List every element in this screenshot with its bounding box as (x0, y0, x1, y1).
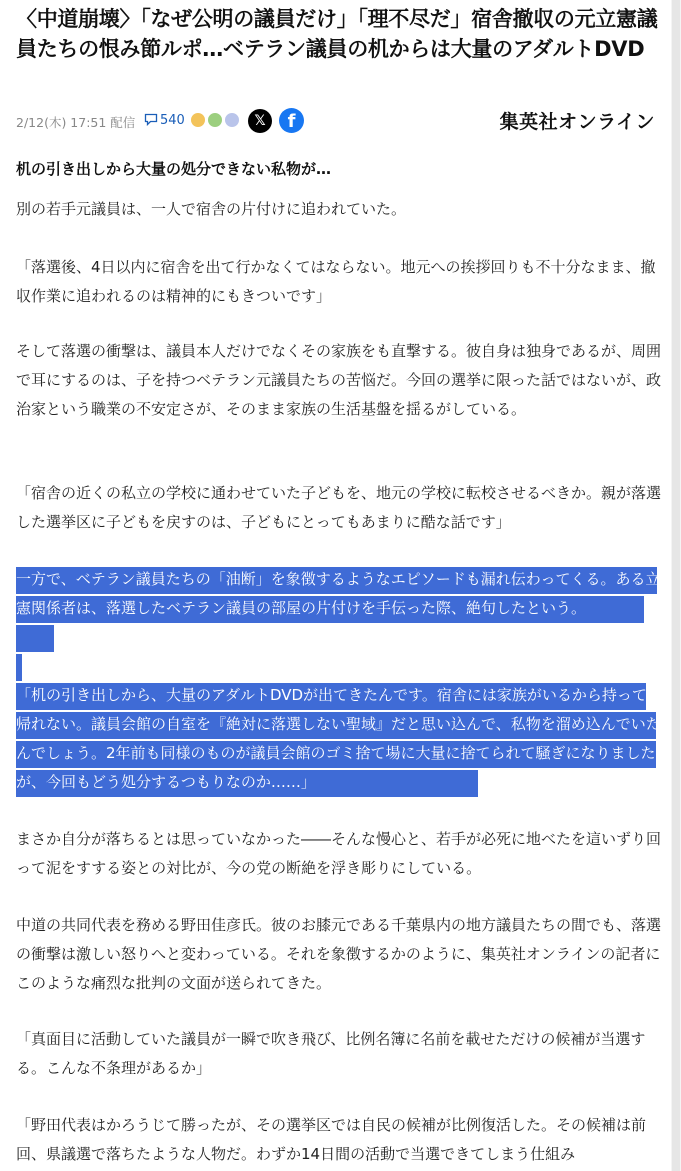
comments-link[interactable] (144, 113, 185, 130)
neutral-face-icon (207, 112, 223, 128)
smile-face-icon (190, 112, 206, 128)
paragraph: 「真面目に活動していた議員が一瞬で吹き飛び、比例名簿に名前を載せただけの候補が当選する。こんな不条理があるか」 (16, 1030, 646, 1077)
reaction-faces[interactable] (190, 112, 236, 132)
paragraph-selected: 「机の引き出しから、大量のアダルトDVDが出てきたんです。宿舎には家族がいるから持って帰れない。議員会館の自室を『絶対に落選しない聖域』だと思い込んで、私物を溜め込んでいたんでしょう。2年前も同様のものが議員会館のゴミ捨て場に大量に捨てられて騒ぎになりましたが、今回もどう処分するつもりなのか……」 (16, 686, 661, 791)
sad-face-icon (224, 112, 240, 128)
x-logo-icon[interactable]: 𝕏 (248, 109, 272, 133)
paragraph: 「野田代表はかろうじて勝ったが、その選挙区では自民の候補が比例復活した。その候補は前回、県議選で落ちたような人物だ。わずか14日間の活動で当選できてしまう仕組み (16, 1116, 647, 1163)
article-meta (16, 107, 661, 137)
publisher-name[interactable]: 集英社オンライン (499, 111, 655, 133)
paragraph: 「落選後、4日以内に宿舎を出て行かなくてはならない。地元への挨拶回りも不十分なまま、撤収作業に追われるのは精神的にもきついです」 (16, 258, 656, 305)
speech-bubble-icon (144, 113, 158, 130)
paragraph: 中道の共同代表を務める野田佳彦氏。彼のお膝元である千葉県内の地方議員たちの間でも、落選の衝撃は激しい怒りへと変わっている。それを象徴するかのように、集英社オンラインの記者にこのような痛烈な批判の文面が送られてきた。 (16, 916, 662, 992)
paragraph: まさか自分が落ちるとは思っていなかった――そんな慢心と、若手が必死に地べたを這いずり回って泥をすする姿との対比が、今の党の断絶を浮き彫りにしている。 (16, 830, 662, 877)
facebook-icon[interactable]: f (279, 108, 304, 133)
comment-count: 540 (160, 113, 185, 128)
section-subheading: 机の引き出しから大量の処分できない私物が… (16, 160, 332, 178)
paragraph: 別の若手元議員は、一人で宿舎の片付けに追われていた。 (16, 200, 407, 218)
publish-date: 2/12(木) 17:51 配信 (16, 115, 136, 130)
vertical-scrollbar[interactable] (671, 0, 681, 1171)
paragraph: 「宿舎の近くの私立の学校に通わせていた子どもを、地元の学校に転校させるべきか。親が落選した選挙区に子どもを戻すのは、子どもにとってもあまりに酷な話です」 (16, 484, 662, 531)
paragraph-selected: 一方で、ベテラン議員たちの「油断」を象徴するようなエピソードも漏れ伝わってくる。ある立憲関係者は、落選したベテラン議員の部屋の片付けを手伝った際、絶句したという。 (16, 570, 661, 617)
scrollbar-thumb[interactable] (672, 0, 680, 1171)
article-title: 〈中道崩壊〉「なぜ公明の議員だけ」「理不尽だ」宿舎撤収の元立憲議員たちの恨み節ルポ…ベテラン議員の机からは大量のアダルトDVD (16, 7, 658, 61)
paragraph: そして落選の衝撃は、議員本人だけでなくその家族をも直撃する。彼自身は独身であるが、周囲で耳にするのは、子を持つベテラン元議員たちの苦悩だ。今回の選挙に限った話ではないが、政治家という職業の不安定さが、そのまま家族の生活基盤を揺るがしている。 (16, 342, 662, 418)
